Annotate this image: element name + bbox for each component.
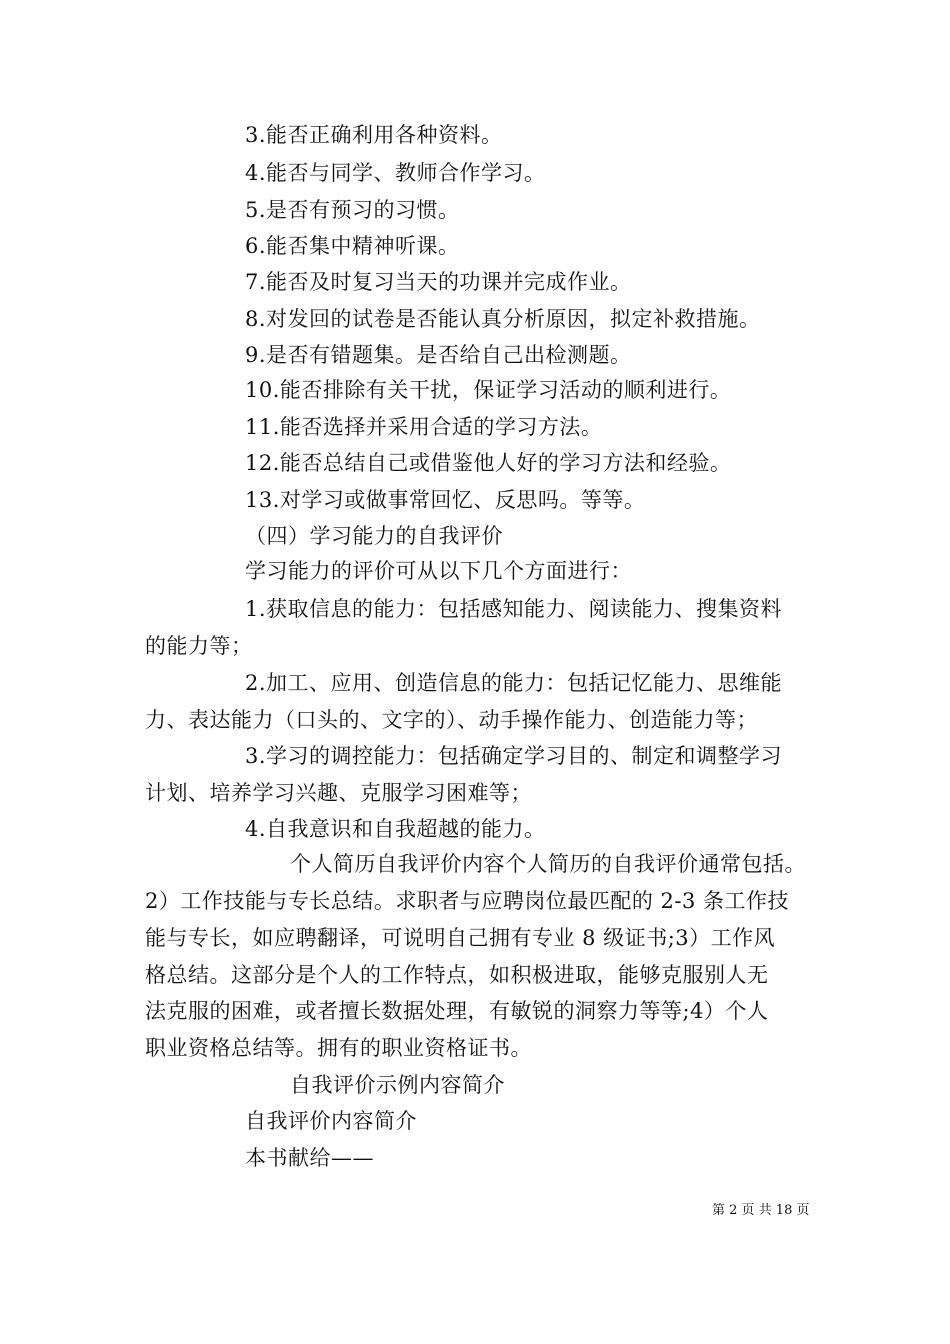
text-line: 的能力等；	[145, 634, 253, 658]
text-line: 本书献给——	[245, 1146, 374, 1170]
text-line: 13.对学习或做事常回忆、反思吗。等等。	[245, 488, 646, 512]
text-line: 4.自我意识和自我超越的能力。	[245, 817, 546, 841]
text-line: 自我评价示例内容简介	[290, 1073, 505, 1097]
text-line: 能与专长，如应聘翻译，可说明自己拥有专业 8 级证书;3）工作风	[145, 926, 776, 950]
text-line: 4.能否与同学、教师合作学习。	[245, 161, 546, 185]
page-number: 第 2 页 共 18 页	[712, 1203, 810, 1218]
text-line: 8.对发回的试卷是否能认真分析原因，拟定补救措施。	[245, 307, 761, 331]
section-heading: （四）学习能力的自我评价	[245, 524, 503, 548]
text-line: 6.能否集中精神听课。	[245, 234, 460, 258]
text-line: 自我评价内容简介	[245, 1109, 417, 1133]
text-line: 3.能否正确利用各种资料。	[245, 123, 503, 147]
text-line: 5.是否有预习的习惯。	[245, 198, 460, 222]
text-line: 2）工作技能与专长总结。求职者与应聘岗位最匹配的 2-3 条工作技	[145, 889, 790, 913]
text-line: 2.加工、应用、创造信息的能力：包括记忆能力、思维能	[245, 671, 783, 695]
text-line: 10.能否排除有关干扰，保证学习活动的顺利进行。	[245, 378, 732, 402]
text-line: 个人简历自我评价内容个人简历的自我评价通常包括。	[290, 852, 806, 876]
text-line: 7.能否及时复习当天的功课并完成作业。	[245, 270, 632, 294]
text-line: 1.获取信息的能力：包括感知能力、阅读能力、搜集资料	[245, 597, 783, 621]
text-line: 学习能力的评价可从以下几个方面进行：	[245, 559, 632, 583]
text-line: 12.能否总结自己或借鉴他人好的学习方法和经验。	[245, 451, 732, 475]
text-line: 计划、培养学习兴趣、克服学习困难等；	[145, 781, 532, 805]
text-line: 3.学习的调控能力：包括确定学习目的、制定和调整学习	[245, 744, 783, 768]
text-line: 职业资格总结等。拥有的职业资格证书。	[145, 1036, 532, 1060]
text-line: 法克服的困难，或者擅长数据处理，有敏锐的洞察力等等;4）个人	[145, 999, 769, 1023]
text-line: 11.能否选择并采用合适的学习方法。	[245, 415, 603, 439]
text-line: 格总结。这部分是个人的工作特点，如积极进取，能够克服别人无	[145, 963, 769, 987]
text-line: 力、表达能力（口头的、文字的）、动手操作能力、创造能力等；	[145, 708, 758, 732]
text-line: 9.是否有错题集。是否给自己出检测题。	[245, 343, 632, 367]
